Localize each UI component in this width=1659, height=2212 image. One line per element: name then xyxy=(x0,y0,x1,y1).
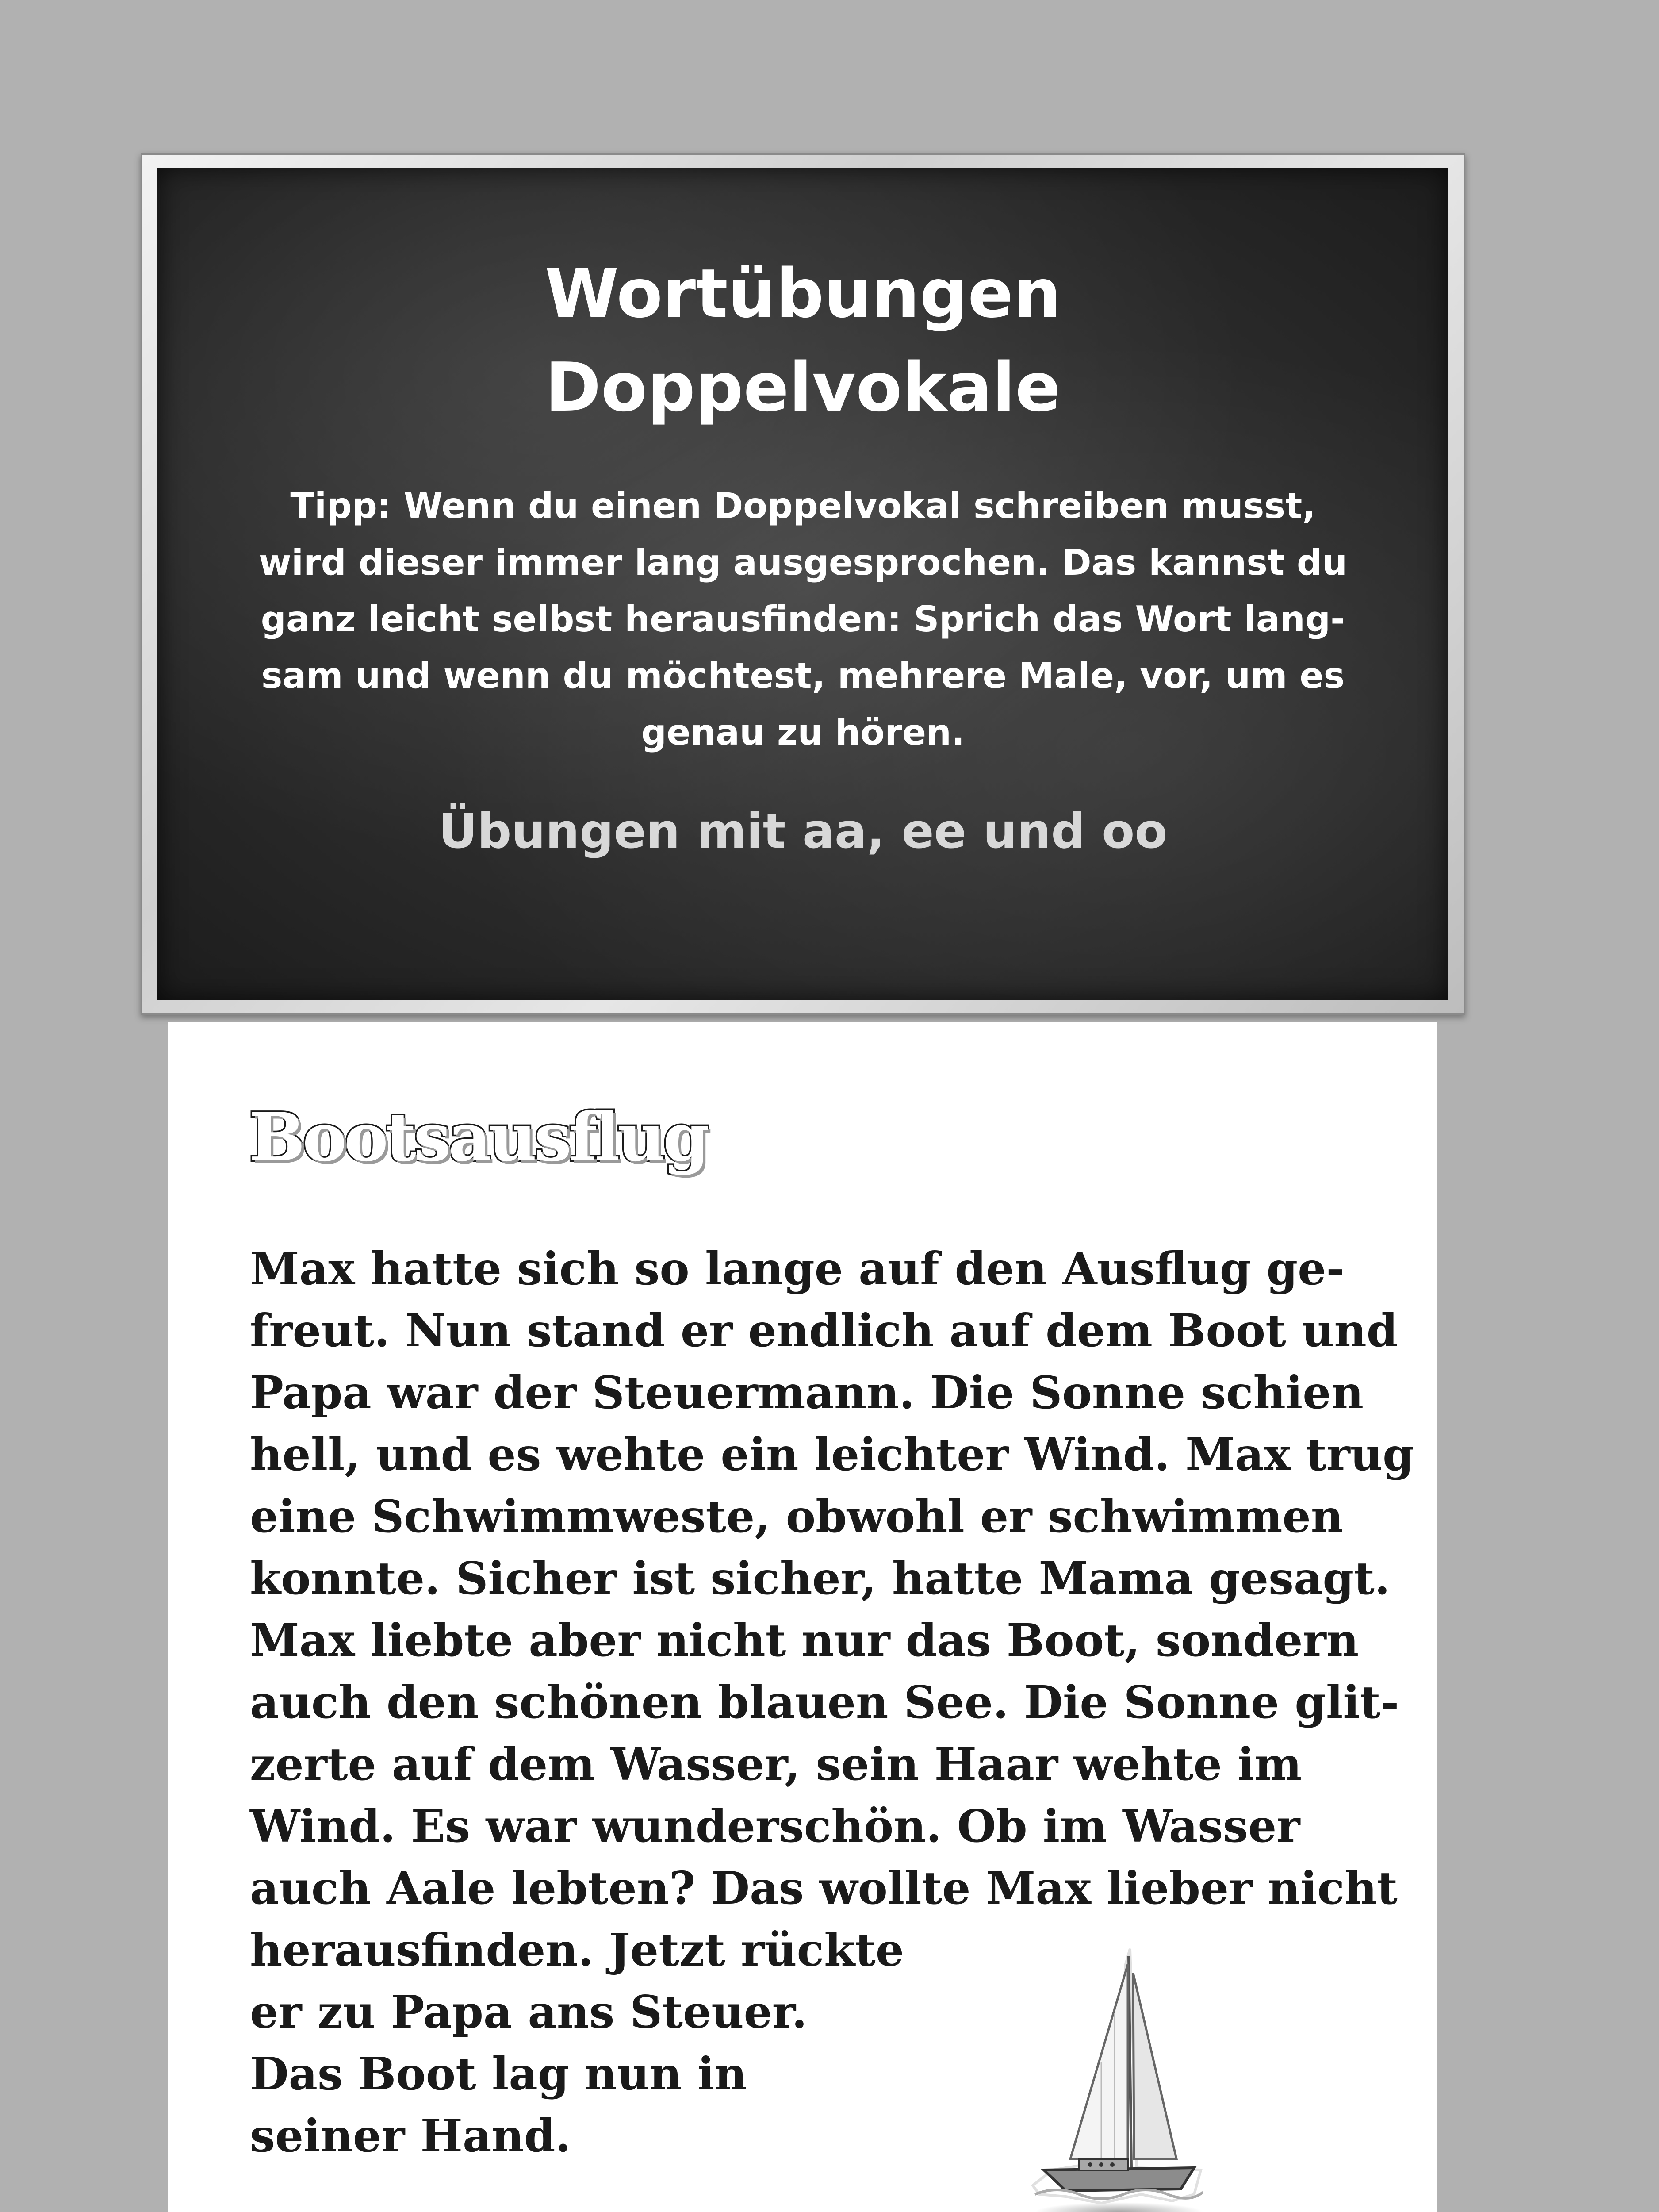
story-line: zerte auf dem Wasser, sein Haar wehte im xyxy=(250,1738,1302,1790)
sailboat-icon xyxy=(1026,1947,1212,2212)
tip-text xyxy=(157,478,1448,761)
story-line: freut. Nun stand er endlich auf dem Boot und xyxy=(250,1304,1398,1357)
story-line: eine Schwimmweste, obwohl er schwimmen xyxy=(250,1490,1344,1543)
story-line: konnte. Sicher ist sicher, hatte Mama gesagt. xyxy=(250,1552,1390,1605)
chalkboard-surface xyxy=(157,168,1448,1000)
title-line: Wortübungen xyxy=(544,254,1061,333)
story-line: Max hatte sich so lange auf den Ausflug ge- xyxy=(250,1242,1345,1295)
exercise-subheading: Übungen mit aa, ee und oo xyxy=(438,804,1168,859)
chalkboard xyxy=(141,153,1465,1015)
tip-line: Tipp: Wenn du einen Doppelvokal schreiben musst, xyxy=(290,485,1316,526)
story-text xyxy=(250,1238,1414,2167)
story-line: Wind. Es war wunderschön. Ob im Wasser xyxy=(250,1800,1300,1852)
story-line: auch Aale lebten? Das wollte Max lieber nicht xyxy=(250,1862,1398,1914)
tip-line: sam und wenn du möchtest, mehrere Male, vor, um es xyxy=(261,655,1345,696)
story-line: seiner Hand. xyxy=(250,2109,571,2162)
story-line: er zu Papa ans Steuer. xyxy=(250,1985,808,2038)
tip-line: wird dieser immer lang ausgesprochen. Das kannst du xyxy=(258,542,1348,583)
tip-line: ganz leicht selbst herausfinden: Sprich das Wort lang- xyxy=(261,599,1345,640)
story-line: Papa war der Steuermann. Die Sonne schien xyxy=(250,1366,1364,1419)
page-title xyxy=(157,247,1448,434)
story-line: Max liebte aber nicht nur das Boot, sondern xyxy=(250,1614,1359,1667)
story-line: Das Boot lag nun in xyxy=(250,2047,747,2100)
story-title: Bootsausflug xyxy=(249,1098,707,1176)
story-line: herausfinden. Jetzt rückte xyxy=(250,1924,904,1976)
title-line: Doppelvokale xyxy=(545,348,1061,426)
story-panel xyxy=(168,1022,1437,2212)
story-line: hell, und es wehte ein leichter Wind. Max trug xyxy=(250,1428,1414,1481)
story-line: auch den schönen blauen See. Die Sonne glit- xyxy=(250,1676,1399,1728)
tip-line: genau zu hören. xyxy=(641,712,965,753)
